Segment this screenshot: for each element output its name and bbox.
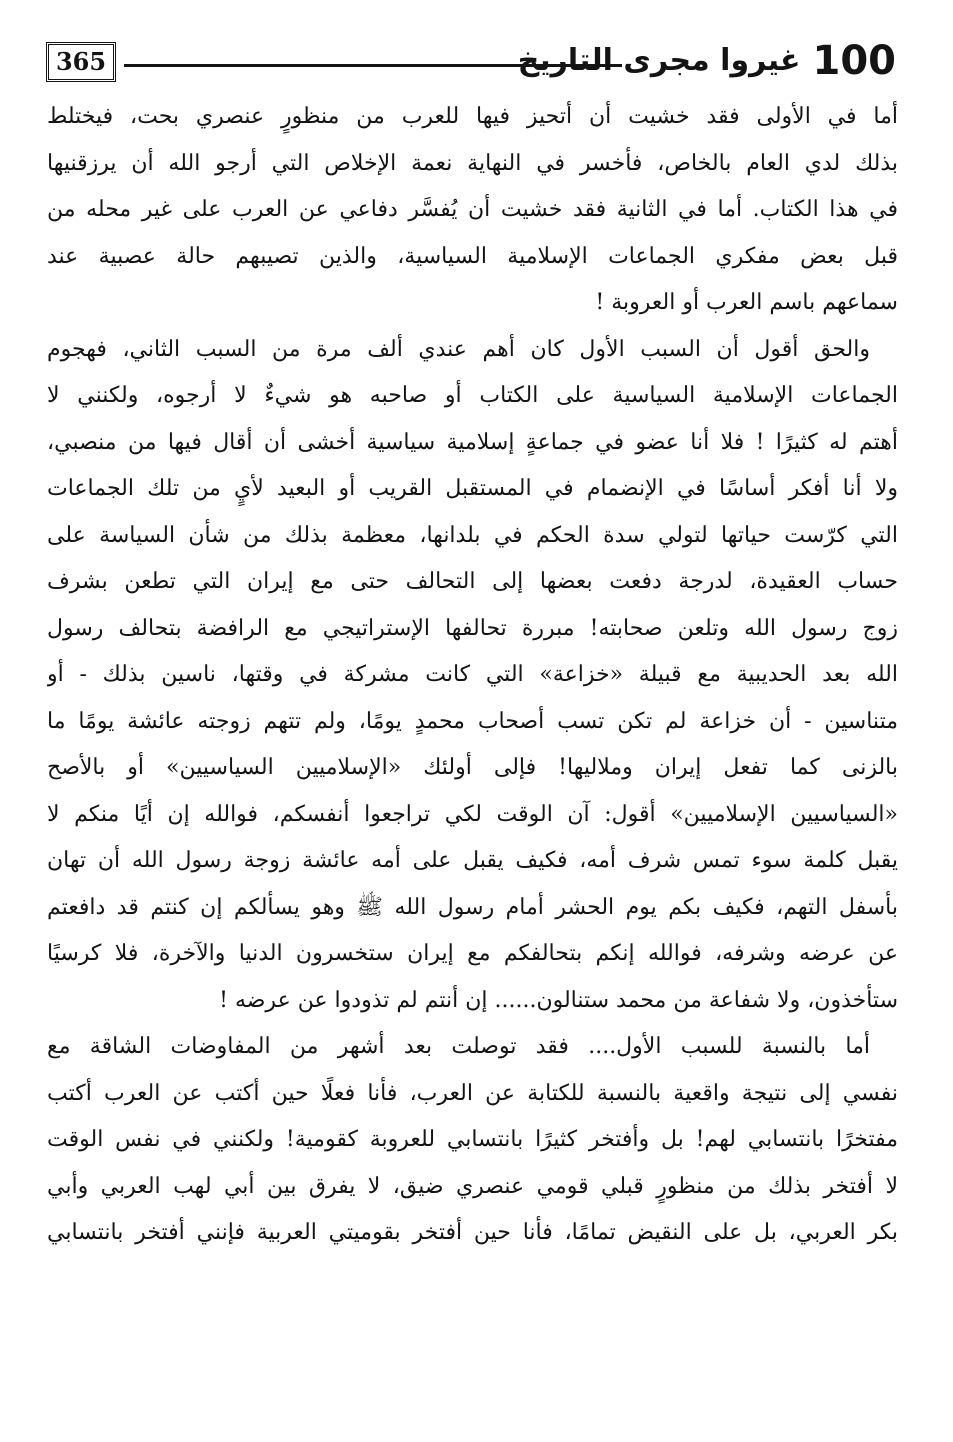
text-line: متناسين - أن خزاعة لم تكن تسب أصحاب محمدٍ يومًا، ولم تتهم زوجته عائشة يومًا ما	[47, 708, 898, 734]
book-title: غيروا مجرى التاريخ	[517, 43, 801, 78]
text-line: بذلك لدي العام بالخاص، فأخسر في النهاية نعمة الإخلاص التي أرجو الله أن يرزقنيها	[47, 150, 898, 176]
text-line: والحق أقول أن السبب الأول كان أهم عندي ألف مرة من السبب الثاني، فهجوم	[47, 336, 870, 362]
text-line: ستأخذون، ولا شفاعة من محمد ستنالون...... إن أنتم لم تذودوا عن عرضه !	[219, 987, 898, 1013]
text-line: بكر العربي، بل على النقيض تمامًا، فأنا حين أفتخر بقوميتي العربية فإنني أفتخر بانتسابي	[47, 1220, 898, 1245]
text-line: يقبل كلمة سوء تمس شرف أمه، فكيف يقبل على أمه عائشة زوجة رسول الله أن تهان	[47, 848, 898, 873]
body-text	[47, 94, 898, 1257]
text-line: لا أفتخر بذلك من منظورٍ قبلي قومي عنصري ضيق، لا يفرق بين أبي لهب العربي وأبي	[47, 1173, 898, 1199]
text-line: قبل بعض مفكري الجماعات الإسلامية السياسية، والذين تصيبهم حالة عصبية عند	[47, 243, 898, 269]
text-line: بأسفل التهم، فكيف بكم يوم الحشر أمام رسول الله ﷺ وهو يسألكم إن كنتم قد دافعتم	[47, 894, 898, 920]
text-line: عن عرضه وشرفه، فوالله إنكم بتحالفكم مع إيران ستخسرون الدنيا والآخرة، فلا كرسيًا	[47, 941, 898, 966]
text-line: الجماعات الإسلامية السياسية على الكتاب أو صاحبه هو شيءٌ لا أرجوه، ولكنني لا	[47, 383, 898, 408]
page-number: 365	[55, 47, 107, 76]
text-line: أما بالنسبة للسبب الأول.... فقد توصلت بعد أشهر من المفاوضات الشاقة مع	[47, 1034, 870, 1059]
text-line: أهتم له كثيرًا ! فلا أنا عضو في جماعةٍ إسلامية سياسية أخشى أن أقال فيها من منصبي،	[47, 429, 898, 455]
text-line: مفتخرًا بانتسابي لهم! بل وأفتخر كثيرًا بانتسابي للعروبة كقومية! ولكنني في نفس الوقت	[47, 1127, 898, 1152]
text-line: بالزنى كما تفعل إيران وملاليها! فإلى أولئك «الإسلاميين السياسيين» أو بالأصح	[47, 755, 898, 780]
text-line: زوج رسول الله وتلعن صحابته! مبررة تحالفها الإستراتيجي مع الرافضة بتحالف رسول	[47, 615, 898, 641]
text-line: سماعهم باسم العرب أو العروبة !	[595, 290, 898, 315]
text-line: حساب العقيدة، لدرجة دفعت بعضها إلى التحالف حتى مع إيران التي تطعن بشرف	[47, 569, 898, 594]
text-line: الله بعد الحديبية مع قبيلة «خزاعة» التي كانت مشركة في وقتها، ناسين بذلك - أو	[47, 662, 898, 687]
page-number-box	[46, 42, 116, 82]
text-line: ولا أنا أفكر أساسًا في الإنضمام في المستقبل القريب أو البعيد لأيٍ من تلك الجماعات	[47, 476, 898, 501]
text-line: نفسي إلى نتيجة واقعية بالنسبة للكتابة عن العرب، فأنا فعلًا حين أكتب عن العرب أكتب	[47, 1080, 898, 1106]
text-line: التي كرّست حياتها لتولي سدة الحكم في بلدانها، معظمة بذلك من شأن السياسة على	[47, 522, 898, 548]
text-line: أما في الأولى فقد خشيت أن أتحيز فيها للعرب من منظورٍ عنصري بحت، فيختلط	[47, 104, 898, 129]
text-line: في هذا الكتاب. أما في الثانية فقد خشيت أن يُفسَّر دفاعي عن العرب على غير محله من	[47, 197, 898, 222]
text-line: «السياسيين الإسلاميين» أقول: آن الوقت لكي تراجعوا أنفسكم، فوالله إن أيًا منكم لا	[47, 801, 898, 827]
running-title	[518, 36, 896, 86]
book-number: 100	[812, 38, 896, 84]
page-header	[46, 36, 896, 86]
